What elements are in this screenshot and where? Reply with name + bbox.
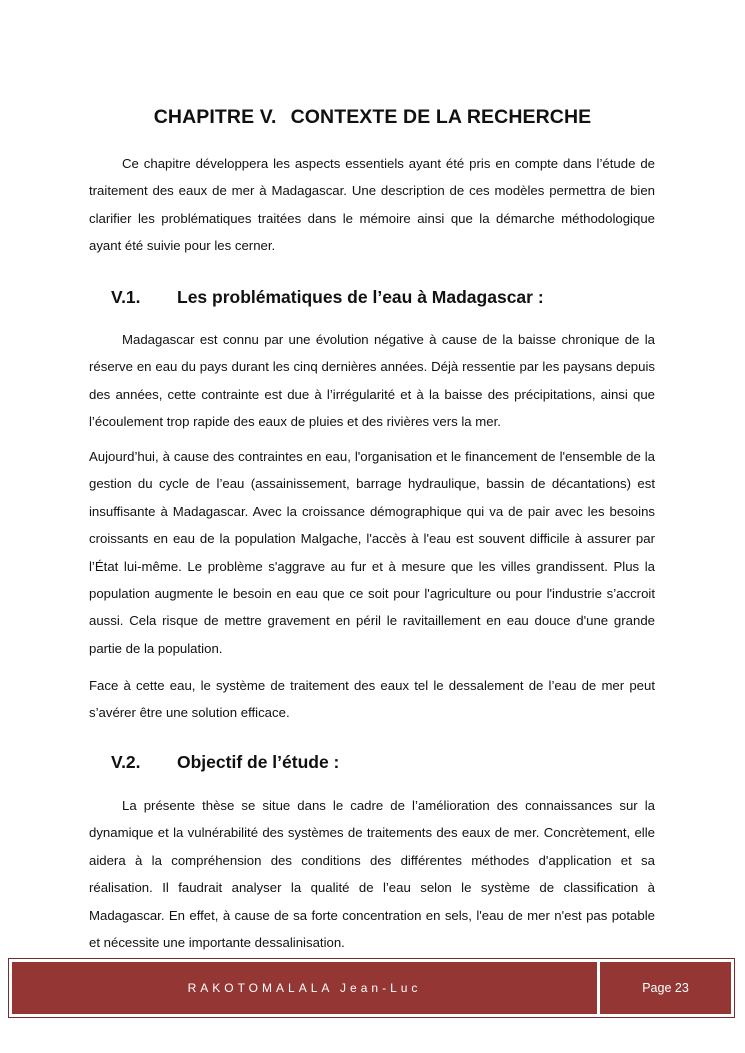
section-heading-v2 bbox=[111, 752, 339, 773]
footer-author: RAKOTOMALALA Jean-Luc bbox=[12, 962, 597, 1014]
section2-paragraph-1: La présente thèse se situe dans le cadre de l’amélioration des connaissances sur la dynamique et la vulnérabilité des systèmes de traitements des eaux de mer. Concrètement, elle aidera à la compréhension des conditions des différentes méthodes d'application et sa réalisation. Il faudrait analyser la qualité de l’eau selon le système de classification à Madagascar. En effet, à cause de sa forte concentration en sels, l'eau de mer n'est pas potable et nécessite une importante dessalinisation. bbox=[89, 798, 655, 951]
section1-paragraph-1: Madagascar est connu par une évolution négative à cause de la baisse chronique de la réserve en eau du pays durant les cinq dernières années. Déjà ressentie par les paysans depuis des années, cette contrainte est due à l’irrégularité et à la baisse des précipitations, ainsi que l’écoulement trop rapide des eaux de pluies et des rivières vers la mer. bbox=[89, 332, 655, 430]
section-heading-v1 bbox=[111, 287, 544, 308]
section1-paragraph-2: Aujourd’hui, à cause des contraintes en eau, l'organisation et le financement de l'ensemble de la gestion du cycle de l’eau (assainissement, barrage hydraulique, bassin de décantations) est insuffisante à Madagascar. Avec la croissance démographique qui va de pair avec les besoins croissants en eau de la population Malgache, l'accès à l'eau est souvent difficile à assurer par l’État lui-même. Le problème s'aggrave au fur et à mesure que les villes grandissent. Plus la population augmente le besoin en eau que ce soit pour l'agriculture ou pour l'industrie s’accroit aussi. Cela risque de mettre gravement en péril le ravitaillement en eau douce d'une grande partie de la population. bbox=[89, 449, 655, 656]
page-number: Page 23 bbox=[600, 962, 731, 1014]
chapter-name: CONTEXTE DE LA RECHERCHE bbox=[290, 106, 592, 128]
chapter-title bbox=[0, 106, 745, 129]
section-title: Objectif de l’étude : bbox=[177, 752, 340, 772]
chapter-number: CHAPITRE V. bbox=[153, 106, 277, 128]
intro-paragraph: Ce chapitre développera les aspects essentiels ayant été pris en compte dans l’étude de traitement des eaux de mer à Madagascar. Une description de ces modèles permettra de bien clarifier les problématiques traitées dans le mémoire ainsi que la démarche méthodologique ayant été suivie pour les cerner. bbox=[89, 156, 655, 254]
page-footer bbox=[8, 958, 735, 1018]
section-title: Les problématiques de l’eau à Madagascar : bbox=[177, 287, 544, 307]
section-number: V.1. bbox=[111, 287, 141, 307]
section-number: V.2. bbox=[111, 752, 141, 772]
section1-paragraph-3: Face à cette eau, le système de traitement des eaux tel le dessalement de l’eau de mer peut s’avérer être une solution efficace. bbox=[89, 678, 655, 721]
